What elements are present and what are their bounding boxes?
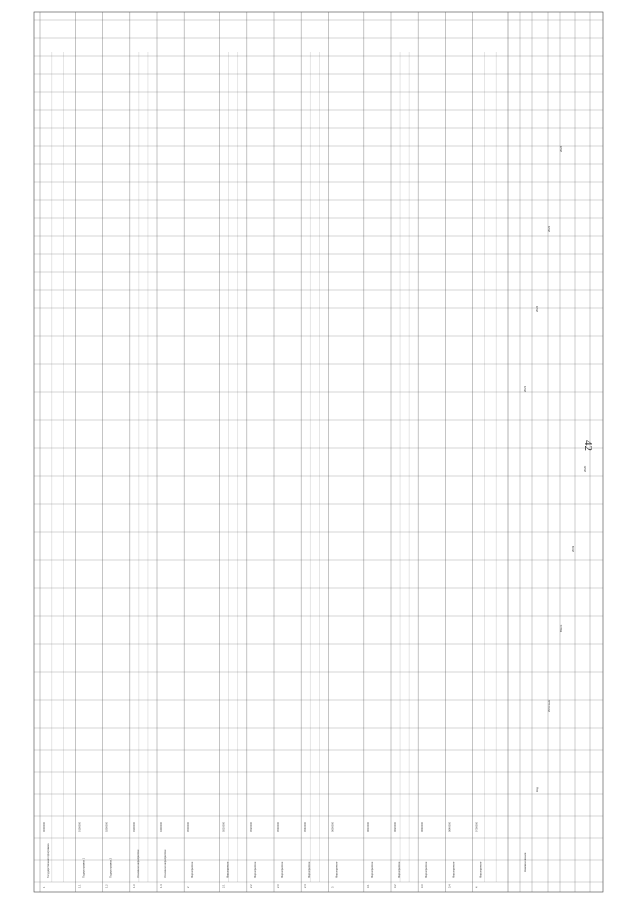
row-number: 1.1	[78, 884, 82, 888]
row-number: 3.4	[448, 884, 452, 888]
row-number: 1.3	[132, 884, 136, 888]
header-label: Всего	[559, 624, 563, 632]
row-code: 0640000	[448, 821, 452, 832]
row-code: 0520000	[249, 821, 253, 832]
row-name: Мероприятие	[308, 861, 312, 878]
row-code: 0510000	[222, 821, 226, 832]
row-name: Государственная программа	[47, 843, 50, 878]
row-name: Мероприятие	[226, 861, 230, 878]
row-code: 0400000	[160, 821, 163, 832]
row-code: 0620000	[394, 821, 397, 832]
row-number: 2	[187, 886, 191, 888]
table-frame	[34, 12, 603, 892]
header-label: Наименование	[523, 852, 527, 872]
page-number: 42	[582, 440, 594, 451]
row-number: 3.3	[421, 884, 425, 888]
row-name: Мероприятие	[253, 861, 257, 878]
header-label: 2024	[559, 145, 563, 152]
row-number: 4	[475, 886, 479, 888]
header-label: 2022	[535, 305, 539, 312]
row-name: Мероприятие	[370, 861, 374, 878]
row-number: 3.2	[394, 884, 397, 888]
header-label: Код	[535, 787, 539, 792]
header-label: 2020	[583, 465, 587, 472]
row-number: 2.2	[249, 884, 253, 888]
row-number: 2.1	[222, 884, 226, 888]
row-code: 0100000	[78, 821, 82, 832]
row-name: Подпрограмма 2	[109, 857, 113, 878]
row-code: 0700000	[475, 821, 479, 832]
row-name: Мероприятие	[479, 861, 483, 878]
row-code: 0200000	[105, 821, 109, 832]
row-code: 0610000	[366, 821, 370, 832]
row-code: 0630000	[421, 821, 425, 832]
row-number: 3	[331, 886, 335, 888]
row-number: 3.1	[366, 884, 370, 888]
row-name: Основное мероприятие	[136, 849, 140, 878]
row-number: 1.2	[105, 884, 109, 888]
row-name: Основное мероприятие	[164, 849, 167, 878]
row-name: Мероприятие	[452, 861, 456, 878]
row-code: 0530000	[277, 821, 280, 832]
row-number: 2.4	[304, 884, 308, 888]
row-name: Мероприятие	[281, 861, 284, 878]
row-name: Мероприятие	[425, 861, 429, 878]
row-number: 1.4	[160, 884, 163, 888]
header-label: 2019	[571, 545, 575, 552]
header-label: Источник	[547, 700, 551, 712]
row-code: 0000000	[43, 821, 46, 832]
row-number: 1	[43, 886, 46, 888]
row-code: 0300000	[132, 821, 136, 832]
header-label: 2023	[547, 225, 551, 232]
row-code: 0500000	[187, 821, 191, 832]
row-code: 0540000	[304, 821, 308, 832]
row-number: 2.3	[277, 884, 280, 888]
row-name: Мероприятие	[191, 861, 195, 878]
header-label: 2021	[523, 385, 527, 392]
row-name: Мероприятие	[398, 861, 401, 878]
row-code: 0600000	[331, 821, 335, 832]
row-name: Мероприятие	[335, 861, 339, 878]
row-name: Подпрограмма 1	[82, 857, 86, 878]
